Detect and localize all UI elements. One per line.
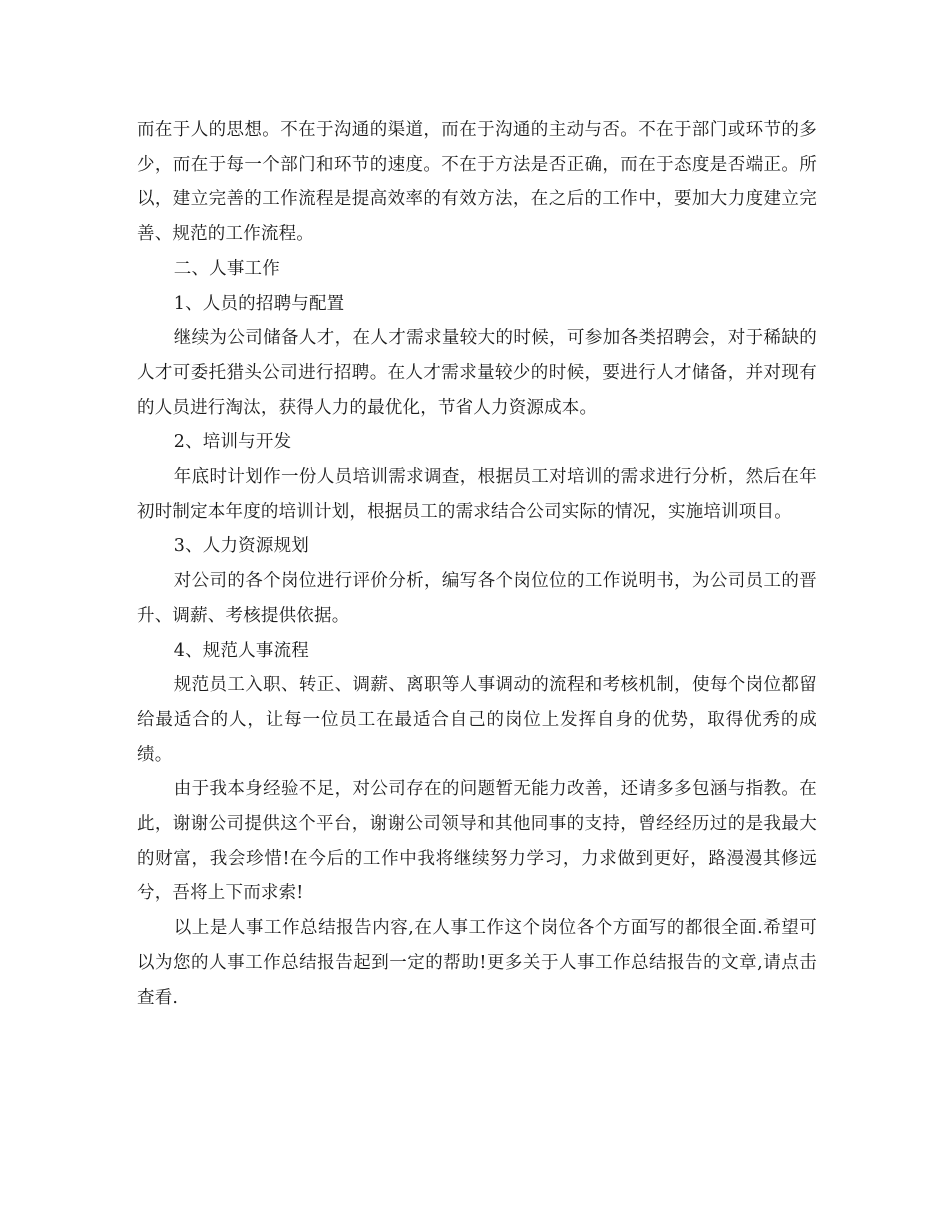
paragraph-summary: 以上是人事工作总结报告内容,在人事工作这个岗位各个方面写的都很全面.希望可以为您的人事工作总结报告起到一定的帮助!更多关于人事工作总结报告的文章,请点击查看. bbox=[137, 918, 817, 1008]
paragraph-hr-process: 规范员工入职、转正、调薪、离职等人事调动的流程和考核机制，使每个岗位都留给最适合的人，让每一位员工在最适合自己的岗位上发挥自身的优势，取得优秀的成绩。 bbox=[137, 675, 817, 765]
subheading-hr-process: 4、规范人事流程 bbox=[173, 640, 309, 661]
document-body bbox=[137, 113, 817, 1015]
paragraph-intro-continuation: 而在于人的思想。不在于沟通的渠道，而在于沟通的主动与否。不在于部门或环节的多少，而在于每一个部门和环节的速度。不在于方法是否正确，而在于态度是否端正。所以，建立完善的工作流程是提高效率的有效方法，在之后的工作中，要加大力度建立完善、规范的工作流程。 bbox=[137, 120, 817, 245]
section-heading-hr-work: 二、人事工作 bbox=[173, 258, 280, 279]
subheading-hr-planning: 3、人力资源规划 bbox=[173, 536, 309, 557]
paragraph-closing: 由于我本身经验不足，对公司存在的问题暂无能力改善，还请多多包涵与指教。在此，谢谢公司提供这个平台，谢谢公司领导和其他同事的支持，曾经经历过的是我最大的财富，我会珍惜!在今后的工作中我将继续努力学习，力求做到更好，路漫漫其修远兮，吾将上下而求索! bbox=[137, 779, 817, 904]
paragraph-training: 年底时计划作一份人员培训需求调查，根据员工对培训的需求进行分析，然后在年初时制定本年度的培训计划，根据员工的需求结合公司实际的情况，实施培训项目。 bbox=[137, 467, 817, 522]
subheading-training: 2、培训与开发 bbox=[173, 432, 292, 453]
subheading-recruitment: 1、人员的招聘与配置 bbox=[173, 293, 345, 314]
paragraph-recruitment: 继续为公司储备人才，在人才需求量较大的时候，可参加各类招聘会，对于稀缺的人才可委托猎头公司进行招聘。在人才需求量较少的时候，要进行人才储备，并对现有的人员进行淘汰，获得人力的最优化，节省人力资源成本。 bbox=[137, 328, 817, 418]
paragraph-hr-planning: 对公司的各个岗位进行评价分析，编写各个岗位位的工作说明书，为公司员工的晋升、调薪、考核提供依据。 bbox=[137, 571, 817, 626]
